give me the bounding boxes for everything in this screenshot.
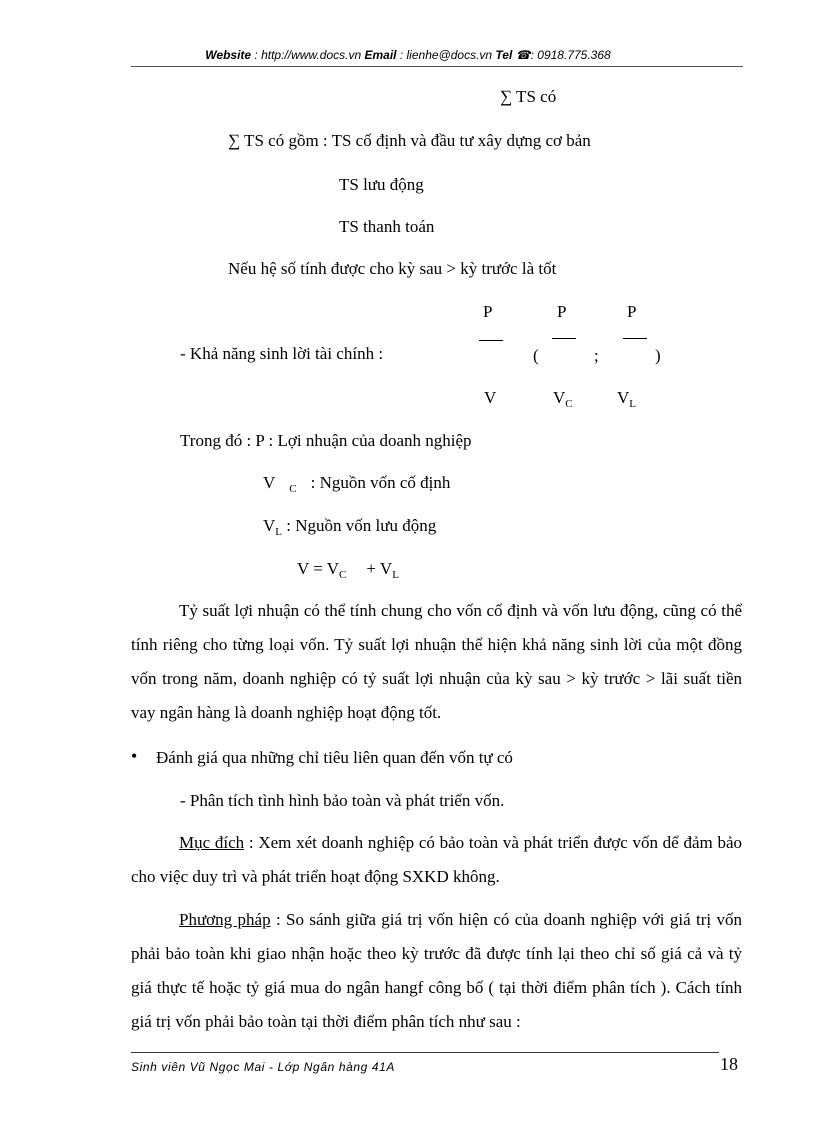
kha-nang-sinh-loi: - Khả năng sinh lời tài chính : [180, 344, 384, 363]
formula-num-3: P [627, 302, 637, 321]
fraction-line-2 [552, 338, 576, 339]
formula-num-2: P [557, 302, 567, 321]
formula-den-3: $V_L$ [617, 388, 637, 410]
phan-tich-bao-toan: - Phân tích tình hình bảo toàn và phát triển vốn. [180, 791, 505, 810]
formula-den-2: $V_C$ [553, 388, 573, 410]
page-header [0, 48, 816, 62]
tel-value: ☎: 0918.775.368 [515, 48, 611, 62]
email-label: Email [364, 48, 397, 62]
v-equation: $V = V_C + V_L$ [297, 559, 399, 581]
paragraph-ty-suat: Tỷ suất lợi nhuận có thể tính chung cho vốn cố định và vốn lưu động, cũng có thể tính riêng cho từng loại vốn. Tỷ suất lợi nhuận thể hiện khả năng sinh lời của một đồng vốn trong năm, doanh nghiệp có tỷ suất lợi nhuận của kỳ sau > kỳ trước > lãi suất tiền vay ngân hàng là doanh nghiệp hoạt động tốt. [131, 601, 742, 722]
formula-open-paren: ( [533, 346, 539, 365]
bullet-text: Đánh giá qua những chỉ tiêu liên quan đến vốn tự có [156, 748, 513, 767]
neu-he-so: Nếu hệ số tính được cho kỳ sau > kỳ trước là tốt [228, 259, 557, 278]
sum-ts-co: ∑ TS có [500, 87, 557, 106]
paragraph-phuong-phap: Phương pháp : So sánh giữa giá trị vốn hiện có của doanh nghiệp với giá trị vốn phải bảo toàn khi giao nhận hoặc theo kỳ trước đã được tính lại theo chỉ số giá cả và tỷ giá thực tế hoặc tỷ giá mua do ngân hangf công bố ( tại thời điểm phân tích ). Cách tính giá trị vốn phải bảo toàn tại thời điểm phân tích như sau : [131, 910, 742, 1031]
tel-label: Tel [495, 48, 513, 62]
vc-definition: V $_C$ : Nguồn vốn cố định [263, 473, 451, 495]
page-number: 18 [720, 1054, 738, 1074]
formula-den-1: V [484, 388, 497, 407]
website-value: : http://www.docs.vn [254, 48, 362, 62]
formula-num-1: P [483, 302, 493, 321]
ts-thanh-toan: TS thanh toán [339, 217, 435, 236]
muc-dich-label: Mục đích [179, 833, 245, 852]
bullet-symbol: • [131, 746, 138, 766]
email-value: : lienhe@docs.vn [399, 48, 493, 62]
formula-close-paren: ) [655, 346, 661, 365]
footer-author: Sinh viên Vũ Ngọc Mai - Lớp Ngân hàng 41A [131, 1060, 395, 1074]
header-rule [131, 66, 743, 67]
vl-definition: $V_L$ : Nguồn vốn lưu động [263, 516, 437, 538]
paragraph-muc-dich: Mục đích : Xem xét doanh nghiệp có bảo toàn và phát triển được vốn dể đảm bảo cho việc duy trì và phát triển hoạt động SXKD không. [131, 833, 742, 886]
fraction-line-1 [479, 340, 503, 341]
fraction-line-3 [623, 338, 647, 339]
website-label: Website [205, 48, 252, 62]
phuong-phap-label: Phương pháp [179, 910, 271, 929]
footer-rule [131, 1052, 719, 1053]
trong-do: Trong đó : P : Lợi nhuận của doanh nghiệp [180, 431, 472, 450]
ts-luu-dong: TS lưu động [339, 175, 424, 194]
sum-ts-gom: ∑ TS có gồm : TS cố định và đầu tư xây dựng cơ bản [228, 131, 591, 150]
formula-semicolon: ; [594, 346, 599, 365]
